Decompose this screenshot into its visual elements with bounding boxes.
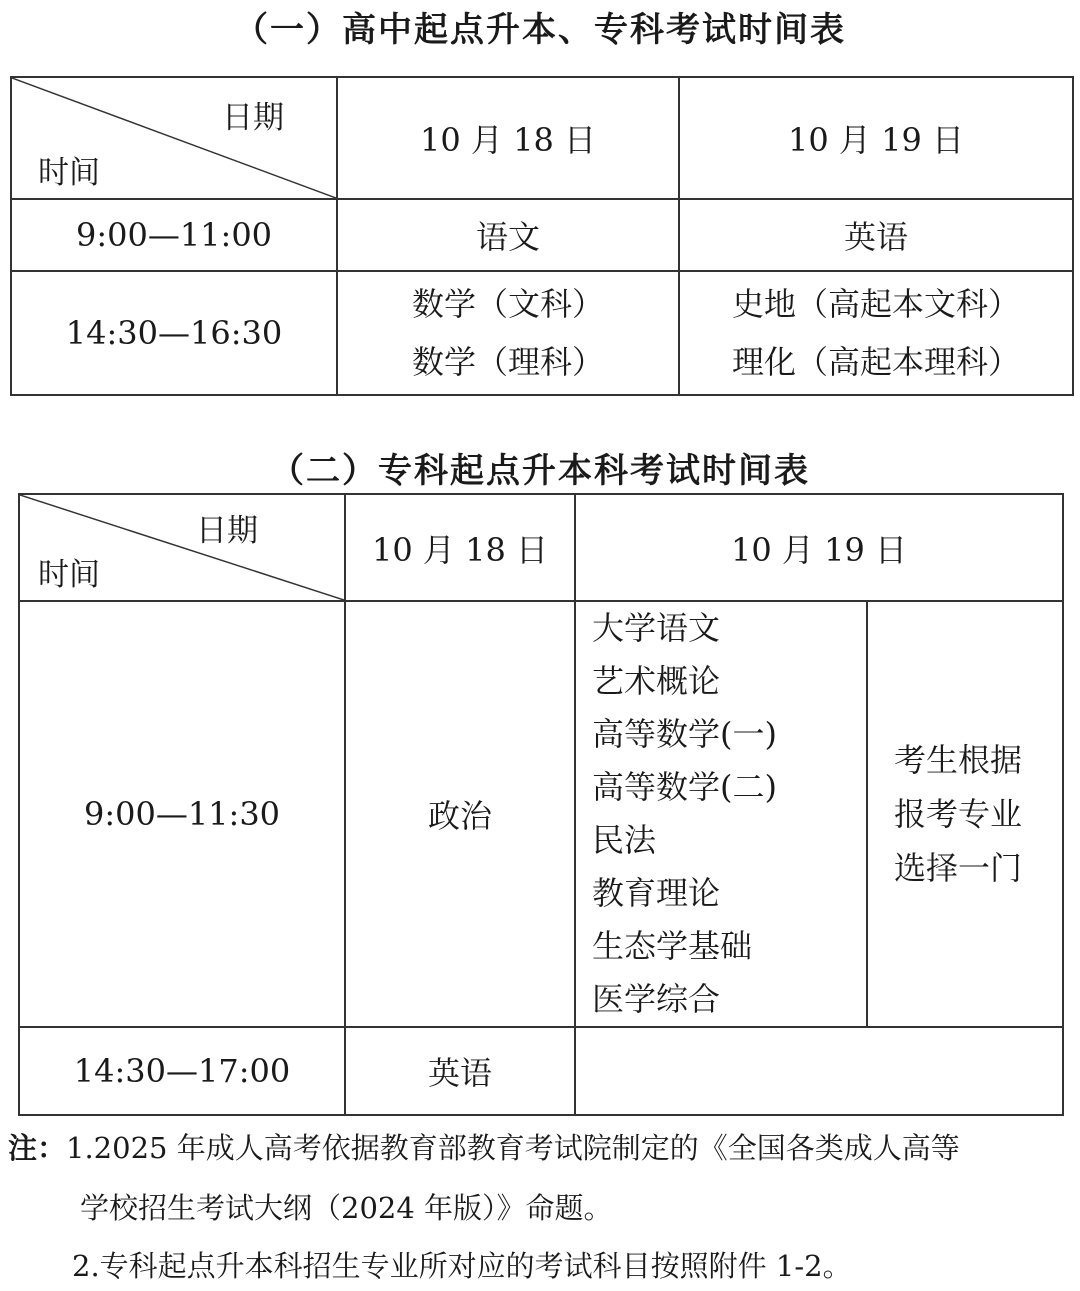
subject-item: 高等数学(一) [592,715,777,753]
subject-cell: 英语 [679,199,1073,271]
note-text: 1.2025 年成人高考依据教育部教育考试院制定的《全国各类成人高等 [66,1131,960,1165]
subject-item: 高等数学(二) [592,768,777,806]
table-header-row [11,77,1073,199]
day1-header: 10 月 18 日 [337,77,679,199]
subject-item: 大学语文 [592,609,721,647]
table-row [11,199,1073,271]
section2-table [18,493,1064,1116]
subject-item: 教育理论 [592,874,721,912]
note-prefix: 注： [8,1131,67,1165]
selection-note-cell [867,601,1063,1027]
day2-header: 10 月 19 日 [679,77,1073,199]
subject-cell: 政治 [345,601,575,1027]
note-line-1-cont: 学校招生考试大纲（2024 年版）》命题。 [80,1191,613,1225]
day2-header: 10 月 19 日 [575,494,1063,601]
diagonal-header-cell [11,77,337,199]
subject-cell: 语文 [337,199,679,271]
table-row [19,601,1063,1027]
time-cell: 9:00—11:00 [11,199,337,271]
subject-item: 医学综合 [592,980,721,1018]
subject-cell [337,271,679,395]
subject-line: 数学（文科） [411,285,604,323]
time-cell: 14:30—17:00 [19,1027,345,1115]
note-line: 考生根据 [894,741,1023,779]
note-line: 选择一门 [894,849,1023,887]
subject-item: 艺术概论 [592,662,721,700]
empty-cell [575,1027,1063,1115]
subject-line: 理化（高起本理科） [731,343,1020,381]
section1-title: （一）高中起点升本、专科考试时间表 [234,10,846,50]
note-line-2: 2.专科起点升本科招生专业所对应的考试科目按照附件 1-2。 [72,1249,852,1283]
subject-cell: 英语 [345,1027,575,1115]
subject-item: 生态学基础 [592,927,753,965]
note-line-1 [8,1126,960,1167]
section2-title: （二）专科起点升本科考试时间表 [270,451,810,491]
section1-table [10,76,1074,396]
diagonal-header-cell [19,494,345,601]
subject-line: 数学（理科） [411,343,604,381]
time-label: 时间 [38,557,100,593]
table-header-row [19,494,1063,601]
time-cell: 14:30—16:30 [11,271,337,395]
time-label: 时间 [38,155,100,191]
subject-cell [679,271,1073,395]
date-label: 日期 [196,513,258,549]
subject-item: 民法 [592,821,657,859]
table-row [11,271,1073,395]
time-cell: 9:00—11:30 [19,601,345,1027]
table-row [19,1027,1063,1115]
day1-header: 10 月 18 日 [345,494,575,601]
date-label: 日期 [222,100,284,136]
subject-list-cell [575,601,867,1027]
subject-line: 史地（高起本文科） [731,285,1020,323]
note-line: 报考专业 [894,795,1023,833]
